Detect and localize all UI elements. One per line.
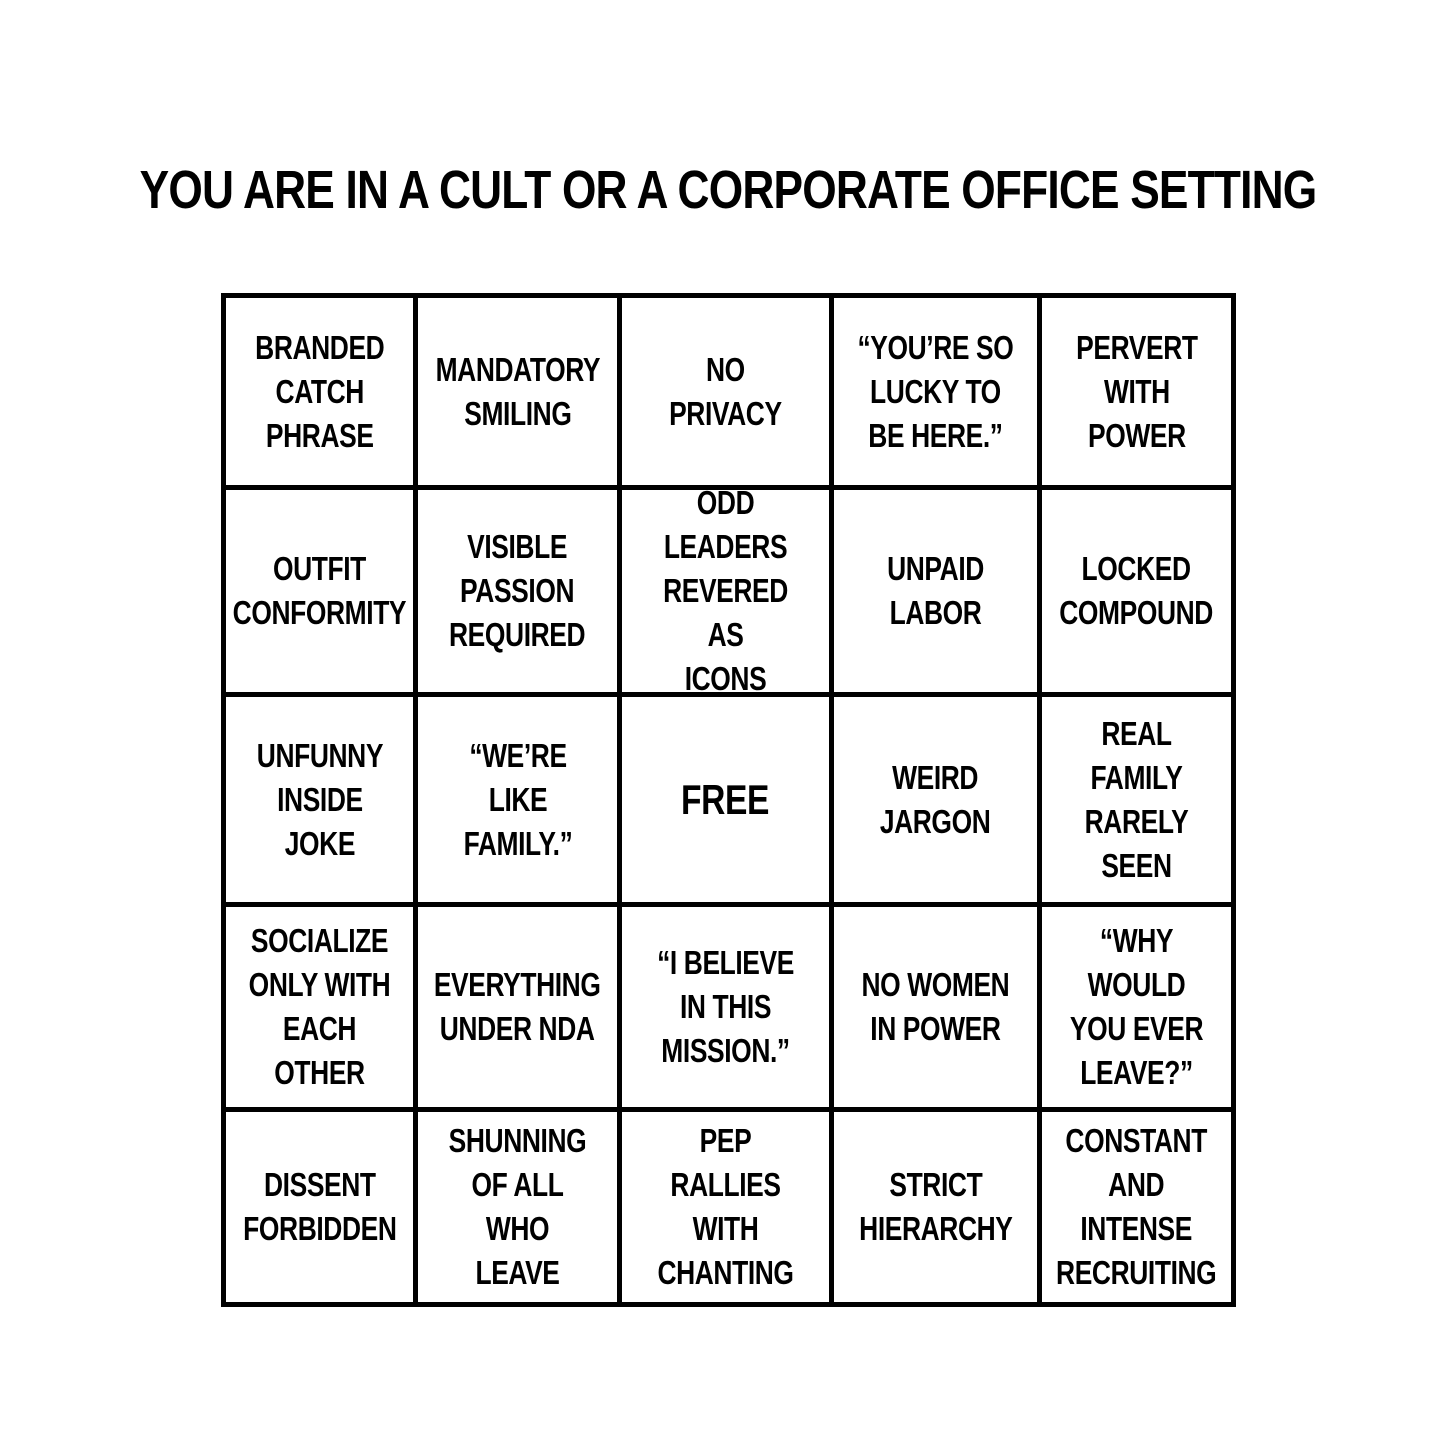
bingo-cell (1042, 697, 1231, 907)
bingo-cell (226, 907, 418, 1112)
bingo-cell-label: “WE’RE LIKE FAMILY.” (463, 736, 572, 862)
bingo-cell-label: FREE (681, 775, 770, 823)
bingo-cell (834, 1112, 1042, 1302)
bingo-cell-label: MANDATORY SMILING (435, 350, 600, 432)
bingo-cell (622, 298, 834, 490)
bingo-cell-label: WEIRD JARGON (880, 758, 991, 840)
bingo-cell-label: NO PRIVACY (669, 350, 782, 432)
bingo-cell-label: EVERYTHING UNDER NDA (434, 966, 601, 1047)
bingo-cell (834, 907, 1042, 1112)
bingo-cell (1042, 907, 1231, 1112)
bingo-cell-label: CONSTANT AND INTENSE RECRUITING (1056, 1122, 1217, 1291)
bingo-cell (226, 490, 418, 697)
bingo-cell-label: NO WOMEN IN POWER (861, 966, 1010, 1047)
bingo-cell (418, 697, 622, 907)
bingo-cell (622, 490, 834, 697)
bingo-cell (418, 490, 622, 697)
bingo-cell-label: OUTFIT CONFORMITY (232, 550, 407, 631)
bingo-cell-label: SHUNNING OF ALL WHO LEAVE (448, 1122, 587, 1291)
bingo-cell (622, 1112, 834, 1302)
bingo-cell (834, 697, 1042, 907)
bingo-cell-label: ODD LEADERS REVERED AS ICONS (663, 490, 788, 697)
bingo-cell (834, 490, 1042, 697)
bingo-cell (1042, 1112, 1231, 1302)
bingo-cell (418, 1112, 622, 1302)
bingo-cell (226, 298, 418, 490)
bingo-cell-label: UNPAID LABOR (887, 550, 984, 631)
bingo-cell-label: SOCIALIZE ONLY WITH EACH OTHER (248, 922, 391, 1091)
page-title: YOU ARE IN A CULT OR A CORPORATE OFFICE SETTING (139, 160, 1317, 220)
bingo-cell-label: VISIBLE PASSION REQUIRED (449, 528, 586, 653)
bingo-cell-label: BRANDED CATCH PHRASE (254, 328, 385, 454)
bingo-grid (221, 293, 1236, 1307)
bingo-cell (834, 298, 1042, 490)
bingo-cell-label: STRICT HIERARCHY (858, 1166, 1013, 1247)
bingo-cell (418, 298, 622, 490)
bingo-cell (226, 697, 418, 907)
bingo-cell-label: DISSENT FORBIDDEN (242, 1166, 397, 1247)
bingo-cell-label: PEP RALLIES WITH CHANTING (657, 1122, 794, 1291)
bingo-cell-label: PERVERT WITH POWER (1075, 328, 1198, 454)
bingo-cell (418, 907, 622, 1112)
bingo-cell-label: UNFUNNY INSIDE JOKE (256, 736, 383, 862)
bingo-cell-label: LOCKED COMPOUND (1059, 550, 1214, 631)
bingo-cell (1042, 298, 1231, 490)
bingo-cell (622, 907, 834, 1112)
bingo-cell-label: “YOU’RE SO LUCKY TO BE HERE.” (857, 328, 1014, 454)
bingo-cell (1042, 490, 1231, 697)
bingo-cell-label: “WHY WOULD YOU EVER LEAVE?” (1069, 922, 1204, 1091)
bingo-cell-label: “I BELIEVE IN THIS MISSION.” (657, 944, 794, 1069)
bingo-cell (226, 1112, 418, 1302)
bingo-free-space (622, 697, 834, 907)
bingo-cell-label: REAL FAMILY RARELY SEEN (1084, 714, 1189, 884)
